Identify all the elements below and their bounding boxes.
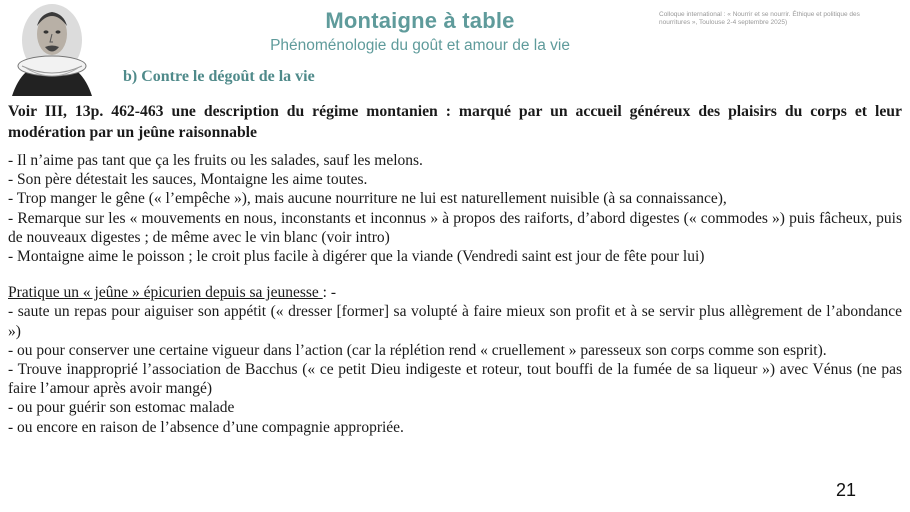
list-two [8,302,902,436]
list-item: - Trouve inapproprié l’association de Bacchus (« ce petit Dieu indigeste et roteur, tout bouffi de la fumée de sa liqueur ») avec Vénus (ne pas faire l’amour après avoir mangé) [8,361,902,398]
list-item: - ou pour conserver une certaine vigueur dans l’action (car la réplétion rend « cruellement » paresseux son corps comme son esprit). [8,341,827,359]
list-item: - Il n’aime pas tant que ça les fruits ou les salades, sauf les melons. [8,152,423,169]
section-title: b) Contre le dégoût de la vie [123,68,315,85]
colloque-note: Colloque international : « Nourrir et se nourrir. Éthique et politique des nourritures », Toulouse 2-4 septembre 2025) [659,11,860,26]
list-item: - Son père détestait les sauces, Montaigne les aime toutes. [8,171,368,189]
list-item: - ou encore en raison de l’absence d’une compagnie appropriée. [8,418,404,436]
list-item: - saute un repas pour aiguiser son appétit (« dresser [former] sa volupté à faire mieux son profit et à se servir plus allègrement de l’abondance ») [8,303,902,340]
list-one [8,151,902,266]
slide-subtitle: Phénoménologie du goût et amour de la vie [270,37,570,54]
list-item: - Trop manger le gêne (« l’empêche »), mais aucune nourriture ne lui est naturellement nuisible (à sa connaissance), [8,190,727,208]
slide-title: Montaigne à table [325,8,515,33]
slide-body [8,101,902,437]
list-item: - Montaigne aime le poisson ; le croit plus facile à digérer que la viande (Vendredi saint est jour de fête pour lui) [8,248,705,266]
page-number: 21 [836,480,857,500]
list-item: - Remarque sur les « mouvements en nous, inconstants et inconnus » à propos des raiforts, d’abord digestes (« commodes ») puis fâcheux, puis de nouveaux digestes ; de même avec le vin blanc (voir intro) [8,209,902,246]
list-two-heading: Pratique un « jeûne » épicurien depuis sa jeunesse [8,284,323,302]
montaigne-portrait-icon [4,0,100,96]
intro-paragraph: Voir III, 13p. 462-463 une description du régime montanien : marqué par un accueil généreux des plaisirs du corps et leur modération par un jeûne raisonnable [8,103,902,141]
list-item: - ou pour guérir son estomac malade [8,399,235,417]
list-two-heading-line [8,283,902,302]
list-two-heading-tail: : - [322,284,336,302]
